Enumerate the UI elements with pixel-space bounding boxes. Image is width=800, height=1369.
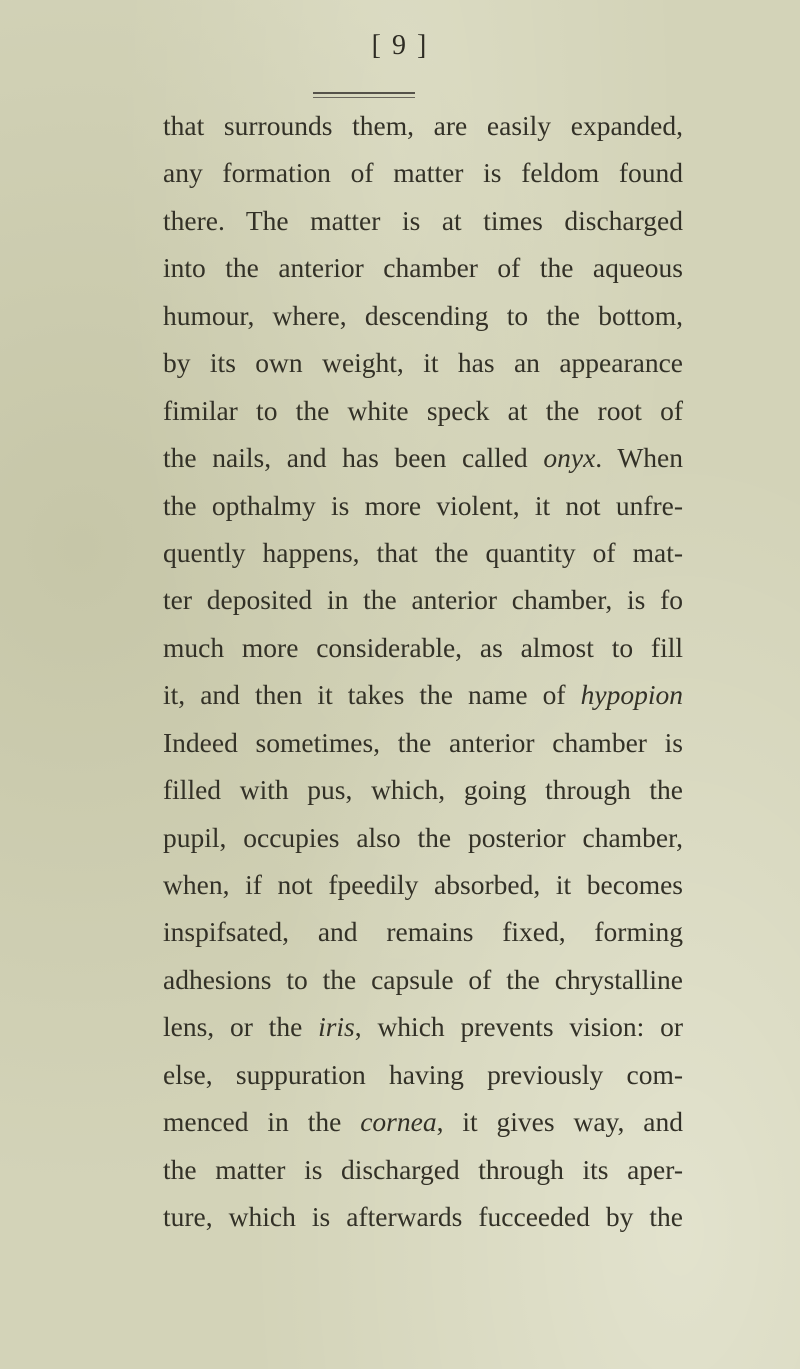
text-segment: . When [595,442,683,474]
italic-term: iris [318,1011,355,1043]
text-segment: adhesions to the capsule of the chrystalline [163,963,683,995]
header-rule [313,92,415,94]
text-segment: there. The matter is at times discharged [163,204,683,236]
italic-term: onyx [543,442,596,474]
text-line [163,1051,683,1098]
text-line [163,1003,683,1050]
text-segment: into the anterior chamber of the aqueous [163,252,683,284]
text-segment: fimilar to the white speck at the root of [163,394,683,426]
text-line [163,1146,683,1193]
body-text [163,102,683,1241]
text-segment: filled with pus, which, going through the [163,774,683,806]
text-segment: Indeed sometimes, the anterior chamber is [163,726,683,758]
text-line [163,197,683,244]
text-segment: when, if not fpeedily absorbed, it becomes [163,869,683,900]
text-line [163,719,683,766]
text-segment: menced in the [163,1106,361,1138]
text-segment: , which prevents vision: or [354,1011,683,1043]
text-segment: pupil, occupies also the posterior chamber, [163,821,683,853]
text-line [163,339,683,386]
text-segment: quently happens, that the quantity of mat- [163,536,683,568]
text-line [163,908,683,955]
text-line [163,671,683,718]
text-line [163,624,683,671]
italic-term: hypopion [580,679,683,711]
text-segment: the nails, and has been called [163,442,544,474]
text-line [163,576,683,623]
text-segment: by its own weight, it has an appearance [163,347,683,379]
page-number-header: [ 9 ] [371,30,429,61]
text-line [163,1098,683,1145]
text-segment: ter deposited in the anterior chamber, is fo [163,584,683,616]
text-segment: humour, where, descending to the bottom, [163,299,683,331]
italic-term: cornea [360,1106,437,1138]
text-segment: that surrounds them, are easily expanded, [163,110,683,141]
text-segment: the opthalmy is more violent, it not unfre- [163,489,683,521]
text-line [163,149,683,196]
text-line [163,387,683,434]
text-line [163,956,683,1003]
text-segment: much more considerable, as almost to fill [163,631,683,663]
text-line [163,434,683,481]
text-line [163,292,683,339]
text-segment: lens, or the [163,1011,319,1043]
text-line [163,861,683,908]
text-segment: ture, which is afterwards fucceeded by the [163,1201,683,1233]
text-segment: else, suppuration having previously com- [163,1058,683,1090]
text-line [163,244,683,291]
text-segment: , it gives way, and [436,1106,683,1138]
text-segment: inspifsated, and remains fixed, forming [163,916,683,948]
header-rule-thin [313,97,415,98]
text-line [163,102,683,149]
text-segment: any formation of matter is feldom found [163,157,683,189]
text-line [163,766,683,813]
text-segment: the matter is discharged through its aper- [163,1153,683,1185]
text-line [163,814,683,861]
text-line [163,482,683,529]
text-line [163,529,683,576]
text-segment: it, and then it takes the name of [163,679,581,711]
text-line [163,1193,683,1240]
